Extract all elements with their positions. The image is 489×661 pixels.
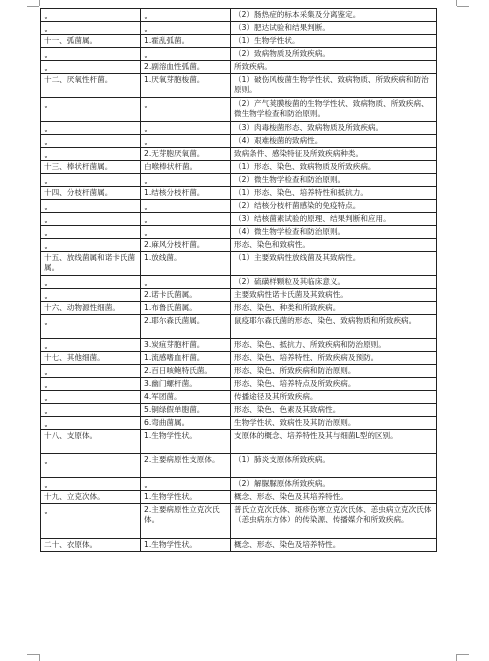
table-row (41, 539, 437, 552)
table-row (41, 35, 437, 48)
chapter-cell: 十九、立克次体。 (41, 491, 141, 504)
requirement-cell: 主要致病性诺卡氏菌及其致病性。 (231, 289, 437, 302)
table-row (41, 22, 437, 35)
chapter-cell: ˬ (41, 315, 141, 339)
chapter-cell: 十六、动物源性细菌。 (41, 302, 141, 315)
table-row (41, 174, 437, 187)
topic-cell: 2.百日咳鲍特氏菌。 (141, 365, 231, 378)
chapter-cell: ˬ (41, 339, 141, 352)
topic-cell: 1.生物学性状。 (141, 539, 231, 552)
table-row (41, 352, 437, 365)
chapter-cell: ˬ (41, 22, 141, 35)
requirement-cell: 概念、形态、染色及培养特性。 (231, 539, 437, 552)
requirement-cell: （3）结核菌素试验的原理、结果判断和应用。 (231, 213, 437, 226)
chapter-cell: ˬ (41, 200, 141, 213)
topic-cell: 1.布鲁氏菌属。 (141, 302, 231, 315)
crop-mark-bottom-right (456, 654, 466, 661)
topic-cell: ˬ (141, 9, 231, 22)
crop-mark-top-left-h (27, 6, 39, 7)
requirement-cell: 形态、染色和致病性。 (231, 239, 437, 252)
table-row (41, 135, 437, 148)
chapter-cell: ˬ (41, 9, 141, 22)
topic-cell: ˬ (141, 478, 231, 491)
table-row (41, 491, 437, 504)
table-row (41, 276, 437, 289)
table-row (41, 122, 437, 135)
crop-mark-top-right-h (457, 6, 469, 7)
chapter-cell: ˬ (41, 98, 141, 122)
requirement-cell: 形态、染色、种类和所致疾病。 (231, 302, 437, 315)
topic-cell: 2.主要病原性支原体。 (141, 454, 231, 478)
requirement-cell: （3）肉毒梭菌形态、致病物质及所致疾病。 (231, 122, 437, 135)
topic-cell: 1.放线菌。 (141, 252, 231, 276)
topic-cell: ˬ (141, 200, 231, 213)
requirement-cell: （2）产气荚膜梭菌的生物学性状、致病物质、所致疾病、微生物学检查和防治原则。 (231, 98, 437, 122)
table-row (41, 454, 437, 478)
table-row (41, 315, 437, 339)
topic-cell: 6.弯曲菌属。 (141, 417, 231, 430)
topic-cell: ˬ (141, 48, 231, 61)
requirement-cell: （2）解脲脲原体所致疾病。 (231, 478, 437, 491)
table-row (41, 226, 437, 239)
table-row (41, 417, 437, 430)
crop-mark-bottom-left-h (27, 654, 39, 655)
requirement-cell: 形态、染色、培养特性、所致疾病及预防。 (231, 352, 437, 365)
chapter-cell: ˬ (41, 226, 141, 239)
table-row (41, 391, 437, 404)
topic-cell: 2.诺卡氏菌属。 (141, 289, 231, 302)
requirement-cell: 形态、染色、所致疾病和防治原则。 (231, 365, 437, 378)
topic-cell: ˬ (141, 135, 231, 148)
topic-cell: 3.炭疽芽胞杆菌。 (141, 339, 231, 352)
requirement-cell: （1）形态、染色、致病物质及所致疾病。 (231, 161, 437, 174)
requirement-cell: （1）生物学性状。 (231, 35, 437, 48)
requirement-cell: 传播途径及其所致疾病。 (231, 391, 437, 404)
requirement-cell: （2）硫磺样颗粒及其临床意义。 (231, 276, 437, 289)
requirement-cell: （4）微生物学检查和防治原则。 (231, 226, 437, 239)
chapter-cell: 十五、放线菌属和诺卡氏菌属。 (41, 252, 141, 276)
table-row (41, 187, 437, 200)
requirement-cell: （2）结核分枝杆菌感染的免疫特点。 (231, 200, 437, 213)
topic-cell: 2.无芽胞厌氧菌。 (141, 148, 231, 161)
chapter-cell: ˬ (41, 48, 141, 61)
topic-cell: 2.主要病原性立克次氏体。 (141, 504, 231, 539)
chapter-cell: ˬ (41, 417, 141, 430)
requirement-cell: （1）破伤风梭菌生物学性状、致病物质、所致疾病和防治原则。 (231, 74, 437, 98)
requirement-cell: 支原体的概念、培养特性及其与细菌L型的区别。 (231, 430, 437, 454)
requirement-cell: （2）肠热症的标本采集及分离鉴定。 (231, 9, 437, 22)
topic-cell: 2.副溶血性弧菌。 (141, 61, 231, 74)
table-row (41, 98, 437, 122)
requirement-cell: 概念、形态、染色及其培养特性。 (231, 491, 437, 504)
table-row (41, 378, 437, 391)
topic-cell: ˬ (141, 213, 231, 226)
table-row (41, 289, 437, 302)
topic-cell: 1.生物学性状。 (141, 430, 231, 454)
table-row (41, 61, 437, 74)
chapter-cell: ˬ (41, 404, 141, 417)
crop-mark-bottom-right-h (457, 654, 469, 655)
requirement-cell: 形态、染色、培养特点及所致疾病。 (231, 378, 437, 391)
requirement-cell: 致病条件、感染特征及所致疾病种类。 (231, 148, 437, 161)
chapter-cell: 十三、棒状杆菌属。 (41, 161, 141, 174)
chapter-cell: ˬ (41, 478, 141, 491)
table-row (41, 74, 437, 98)
chapter-cell: ˬ (41, 289, 141, 302)
table-row (41, 478, 437, 491)
topic-cell: ˬ (141, 226, 231, 239)
syllabus-table (40, 8, 437, 552)
chapter-cell: ˬ (41, 122, 141, 135)
table-row (41, 339, 437, 352)
topic-cell: ˬ (141, 98, 231, 122)
requirement-cell: 普氏立克次氏体、斑疹伤寒立克次氏体、恙虫病立克次氏体（恙虫病东方体）的传染源、传播媒介和所致疾病。 (231, 504, 437, 539)
chapter-cell: 十八、支原体。 (41, 430, 141, 454)
chapter-cell: ˬ (41, 135, 141, 148)
chapter-cell: ˬ (41, 276, 141, 289)
requirement-cell: （1）形态、染色、培养特性和抵抗力。 (231, 187, 437, 200)
topic-cell: 3.幽门螺杆菌。 (141, 378, 231, 391)
requirement-cell: 形态、染色、色素及其致病性。 (231, 404, 437, 417)
chapter-cell: ˬ (41, 239, 141, 252)
chapter-cell: ˬ (41, 454, 141, 478)
table-row (41, 504, 437, 539)
topic-cell: 白喉棒状杆菌。 (141, 161, 231, 174)
topic-cell: 1.霍乱弧菌。 (141, 35, 231, 48)
topic-cell: 2.麻风分枝杆菌。 (141, 239, 231, 252)
topic-cell: 1.生物学性状。 (141, 491, 231, 504)
crop-mark-bottom-left (30, 654, 40, 661)
requirement-cell: （2）微生物学检查和防治原则。 (231, 174, 437, 187)
requirement-cell: （1）肺炎支原体所致疾病。 (231, 454, 437, 478)
chapter-cell: ˬ (41, 365, 141, 378)
chapter-cell: ˬ (41, 213, 141, 226)
table-row (41, 213, 437, 226)
table-row (41, 365, 437, 378)
table-row (41, 48, 437, 61)
syllabus-table-body (41, 9, 437, 552)
topic-cell: ˬ (141, 174, 231, 187)
table-row (41, 9, 437, 22)
table-row (41, 302, 437, 315)
topic-cell: 1.结核分枝杆菌。 (141, 187, 231, 200)
requirement-cell: （4）艰难梭菌的致病性。 (231, 135, 437, 148)
requirement-cell: 所致疾病。 (231, 61, 437, 74)
topic-cell: 5.铜绿假单胞菌。 (141, 404, 231, 417)
chapter-cell: ˬ (41, 61, 141, 74)
topic-cell: ˬ (141, 122, 231, 135)
table-row (41, 148, 437, 161)
requirement-cell: （2）致病物质及所致疾病。 (231, 48, 437, 61)
chapter-cell: 十二、厌氧性杆菌。 (41, 74, 141, 98)
table-row (41, 404, 437, 417)
chapter-cell: ˬ (41, 378, 141, 391)
topic-cell: ˬ (141, 22, 231, 35)
chapter-cell: 二十、衣原体。 (41, 539, 141, 552)
topic-cell: ˬ (141, 276, 231, 289)
table-row (41, 430, 437, 454)
chapter-cell: ˬ (41, 148, 141, 161)
table-row (41, 200, 437, 213)
chapter-cell: 十一、弧菌属。 (41, 35, 141, 48)
table-row (41, 252, 437, 276)
chapter-cell: ˬ (41, 391, 141, 404)
chapter-cell: ˬ (41, 504, 141, 539)
requirement-cell: （1）主要致病性放线菌及其致病性。 (231, 252, 437, 276)
topic-cell: 1.流感嗜血杆菌。 (141, 352, 231, 365)
topic-cell: 1.厌氧芽胞梭菌。 (141, 74, 231, 98)
table-row (41, 161, 437, 174)
requirement-cell: 鼠疫耶尔森氏菌的形态、染色、致病物质和所致疾病。 (231, 315, 437, 339)
table-row (41, 239, 437, 252)
chapter-cell: 十七、其他细菌。 (41, 352, 141, 365)
topic-cell: 4.军团菌。 (141, 391, 231, 404)
chapter-cell: 十四、分枝杆菌属。 (41, 187, 141, 200)
requirement-cell: 生物学性状、致病性及其防治原则。 (231, 417, 437, 430)
chapter-cell: ˬ (41, 174, 141, 187)
topic-cell: 2.耶尔森氏菌属。 (141, 315, 231, 339)
requirement-cell: 形态、染色、抵抗力、所致疾病和防治原则。 (231, 339, 437, 352)
requirement-cell: （3）肥达试验和结果判断。 (231, 22, 437, 35)
